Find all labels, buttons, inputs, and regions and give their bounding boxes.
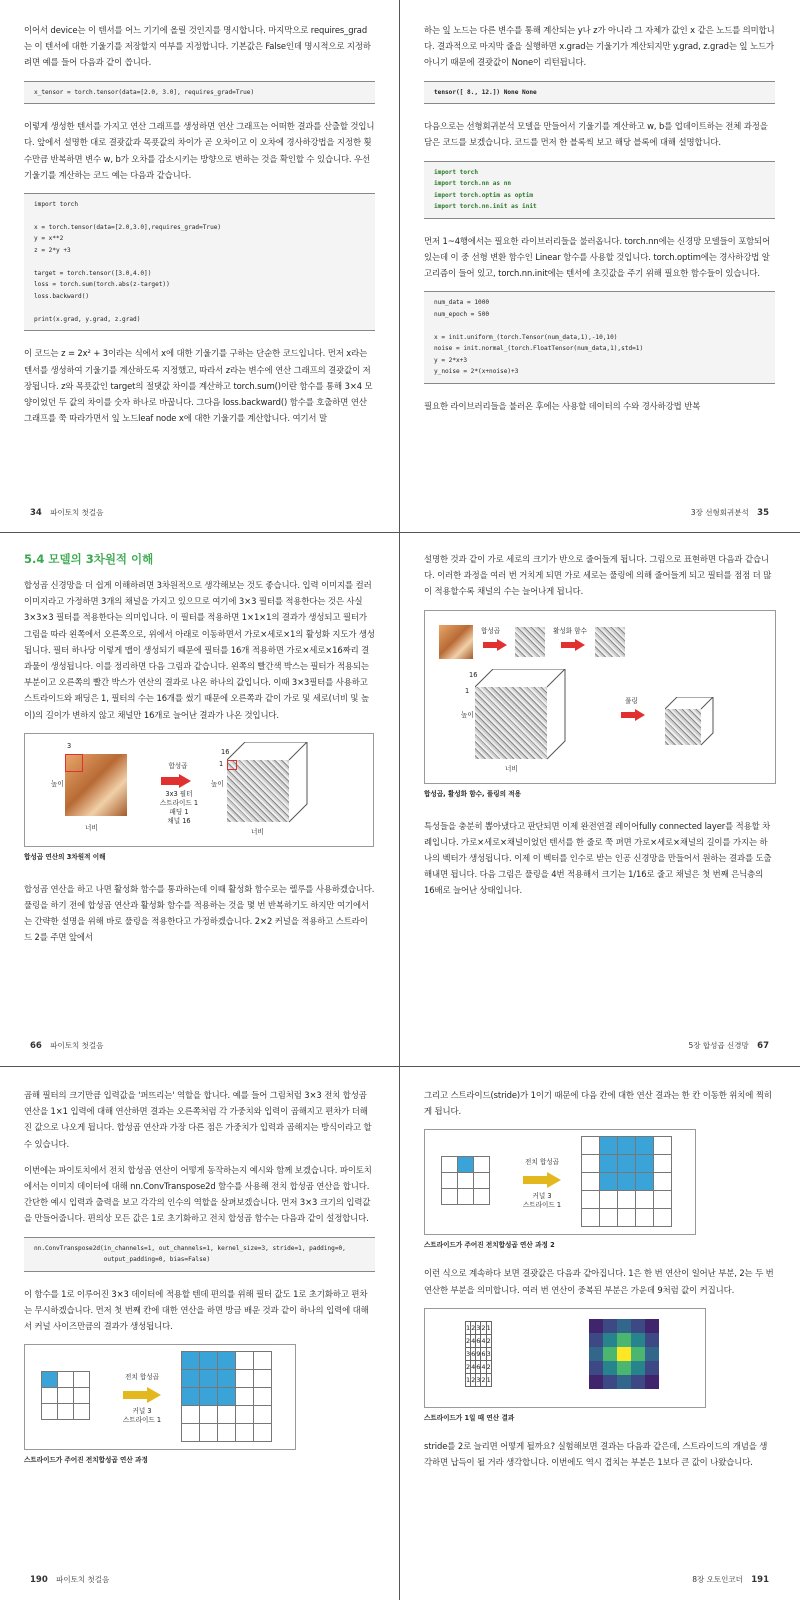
paragraph: 다음으로는 선형회귀분석 모델을 만들어서 기울기를 계산하고 w, b를 업데이트하는 전체 과정을 담은 코드를 보겠습니다. 코드를 먼저 한 블록씩 보고 해당 블록에 대해 설명합니다. [424,121,768,148]
page-number: 67 [757,1041,769,1051]
grid-cell [653,1154,672,1173]
page-190 [0,1067,399,1599]
figure-caption: 스트라이드가 주어진 전치합성곱 연산 과정 [24,1456,148,1465]
grid-cell [253,1387,272,1406]
page-67 [400,533,799,1065]
grid-cell [199,1423,218,1442]
heatmap-cell [589,1333,603,1347]
filter-box [65,754,83,772]
matrix-cell: 3 [486,1347,491,1360]
figure-transposed-conv-2 [424,1129,696,1235]
grid-cell [653,1136,672,1155]
matrix-cell: 1 [486,1373,491,1386]
matrix-cell: 2 [471,1373,476,1386]
grid-cell [217,1423,236,1442]
grid-cell [41,1387,58,1404]
grid-cell [181,1423,200,1442]
input-grid [441,1156,489,1204]
grid-cell [57,1403,74,1420]
code-block: import torch import torch.nn as nn import torch.optim as optim import torch.nn.init as init [424,161,775,219]
grid-cell [473,1156,490,1173]
paragraph: 특성들을 충분히 뽑아냈다고 판단되면 이제 완전연결 레이어fully connected layer를 적용할 차례입니다. 가로×세로×채널이었던 텐서를 한 줄로 쭉 펴면 가로×세로×채널의 길이를 가지는 하나의 벡터가 생성됩니다. 이제 이 벡터를 인수로 받는 인공 신경망을 만들어서 원하는 결과를 도출해내면 됩니다. 다음 그림은 풀링을 4번 적용해서 크기는 1/16로 줄고 채널은 첫 번째 은닉층의 16배로 늘어난 상태입니다. [424,820,772,896]
grid-cell [473,1188,490,1205]
paragraph: 설명한 것과 같이 가로 세로의 크기가 반으로 줄어들게 됩니다. 그림으로 표현하면 다음과 같습니다. 이러한 과정을 여러 번 거치게 되면 가로 세로는 풀링에 의해 줄어들게 되고 필터를 점점 더 많이 적용할수록 채널의 수는 늘어나게 됩니다. [424,554,772,597]
label-activation: 활성화 함수 [553,626,587,635]
heatmap-cell [617,1361,631,1375]
heatmap-cell [631,1347,645,1361]
red-arrow-icon [483,639,507,651]
grid-cell [457,1188,474,1205]
label-height: 높이 [51,779,64,788]
figure-caption: 스트라이드가 주어진 전치합성곱 연산 과정 2 [424,1241,555,1250]
grid-cell [617,1190,636,1209]
heatmap-cell [645,1347,659,1361]
grid-cell [617,1136,636,1155]
label-channels: 16 [221,747,230,756]
grid-cell [599,1208,618,1227]
grid-cell [441,1172,458,1189]
red-arrow-icon [561,639,585,651]
result-heatmap [589,1319,659,1389]
heatmap-cell [603,1319,617,1333]
grid-cell [635,1172,654,1191]
grid-cell [581,1154,600,1173]
heatmap-cell [645,1375,659,1389]
heatmap-cell [603,1333,617,1347]
matrix-cell: 3 [476,1373,481,1386]
grid-cell [41,1371,58,1388]
label-channels: 3 [67,741,72,750]
book-title: 파이토치 첫걸음 [56,1575,110,1584]
grid-cell [653,1190,672,1209]
matrix-cell: 2 [486,1334,491,1347]
page-footer [692,1574,775,1585]
label-conv: 합성곱 [481,626,501,635]
paragraph: 이어서 device는 이 텐서를 어느 기기에 올릴 것인지를 명시합니다. 마지막으로 requires_grad는 이 텐서에 대한 기울기를 저장할지 여부를 지정합니다. 기본값은 False인데 명시적으로 지정하려면 예를 들어 다음과 같이 씁니다. [24,25,371,68]
cube-outline [475,669,585,761]
heatmap-cell [617,1375,631,1389]
heatmap-cell [645,1361,659,1375]
heatmap-cell [617,1319,631,1333]
matrix-cell: 2 [466,1360,471,1373]
grid-cell [653,1172,672,1191]
figure-stride1-result [424,1308,706,1408]
grid-cell [581,1136,600,1155]
matrix-cell: 9 [476,1347,481,1360]
page-number: 34 [30,508,42,518]
grid-cell [235,1423,254,1442]
grid-cell [181,1405,200,1424]
cube-outline [227,742,337,824]
page-footer [689,1040,776,1051]
matrix-cell: 3 [476,1321,481,1334]
page-191 [400,1067,799,1599]
heatmap-cell [603,1375,617,1389]
grid-cell [235,1405,254,1424]
label-width: 너비 [85,823,98,832]
label-kernel-desc: 커널 3 스트라이드 1 [522,1192,562,1210]
figure-3d-convolution [24,733,374,847]
grid-cell [635,1190,654,1209]
heatmap-cell [603,1347,617,1361]
heatmap-cell [589,1347,603,1361]
matrix-cell: 2 [466,1334,471,1347]
paragraph: 곱해 필터의 크기만큼 입력값을 '퍼뜨리는' 역할을 합니다. 예를 들어 그림처럼 3×3 전치 합성곱 연산을 1×1 입력에 대해 연산하면 결과는 오른쪽처럼 각 가중치와 입력이 곱해지고 편차가 더해진 값으로 나오게 됩니다. 합성곱 연산과 가장 다른 점은 가중치가 입력과 곱해지는 방식이라고 할 수 있습니다. [24,1090,372,1149]
grid-cell [253,1423,272,1442]
grid-cell [635,1136,654,1155]
label-filter-desc: 3x3 필터 스트라이드 1 패딩 1 채널 16 [159,789,199,825]
heatmap-cell [631,1319,645,1333]
grid-cell [441,1188,458,1205]
grid-cell [181,1369,200,1388]
grid-cell [235,1369,254,1388]
page-footer [24,1040,103,1051]
grid-cell [635,1208,654,1227]
grid-cell [199,1351,218,1370]
paragraph: 이 함수를 1로 이루어진 3×3 데이터에 적용할 텐데 편의를 위해 필터 값도 1로 초기화하고 편차는 무시하겠습니다. 먼저 첫 번째 칸에 대한 연산을 하면 방금 배운 것과 같이 하나의 입력에 대해서 커널 사이즈만큼의 결과가 생성됩니다. [24,1288,369,1332]
page-35 [400,0,799,532]
paragraph: 이번에는 파이토치에서 전치 합성곱 연산이 어떻게 동작하는지 예시와 함께 보겠습니다. 파이토치에서는 이미지 데이터에 대해 nn.ConvTranspose2d 함수를 사용해 전치 합성곱 연산을 합니다. 간단한 예시 입력과 출력을 보고 각각의 인수의 역할을 살펴보겠습니다. 먼저 3×3 크기의 입력값을 만들어줍니다. 편의상 모든 값은 1로 초기화하고 전치 합성곱 함수는 다음과 같이 설정합니다. [24,1164,372,1224]
figure-caption: 합성곱 연산의 3차원적 이해 [24,852,106,861]
grid-cell [181,1351,200,1370]
grid-cell [253,1369,272,1388]
page-number: 191 [751,1575,769,1585]
grid-cell [235,1351,254,1370]
yellow-arrow-icon [123,1387,161,1403]
yellow-arrow-icon [523,1172,561,1188]
grid-cell [41,1403,58,1420]
grid-cell [217,1405,236,1424]
grid-cell [441,1156,458,1173]
grid-cell [57,1387,74,1404]
label-height: 높이 [211,779,224,788]
input-grid [41,1371,89,1419]
page-footer [24,1574,109,1585]
red-arrow-icon [621,709,645,721]
book-title: 파이토치 첫걸음 [50,1041,104,1050]
output-grid [581,1136,671,1226]
heatmap-cell [589,1361,603,1375]
result-box [227,760,237,770]
heatmap-cell [603,1361,617,1375]
grid-cell [73,1387,90,1404]
chapter-title: 3장 선형회귀분석 [690,508,749,517]
matrix-cell: 6 [476,1360,481,1373]
label-width: 너비 [251,827,264,836]
label-operation: 전치 합성곱 [125,1373,159,1382]
grid-cell [217,1369,236,1388]
matrix-cell: 6 [471,1347,476,1360]
label-width: 너비 [505,764,518,773]
grid-cell [217,1351,236,1370]
grid-cell [473,1172,490,1189]
label-one: 1 [219,759,224,768]
label-channels: 16 [469,670,478,679]
label-pool: 풀링 [625,696,638,705]
grid-cell [599,1172,618,1191]
matrix-cell: 2 [481,1373,486,1386]
heatmap-cell [617,1347,631,1361]
matrix-cell: 4 [471,1360,476,1373]
page-number: 66 [30,1041,42,1051]
label-kernel-desc: 커널 3 스트라이드 1 [122,1407,162,1425]
section-heading: 5.4 모델의 3차원적 이해 [24,552,154,566]
cat-photo [439,625,473,659]
grid-cell [199,1369,218,1388]
grid-cell [653,1208,672,1227]
grid-cell [457,1172,474,1189]
matrix-cell: 2 [486,1360,491,1373]
page-footer [24,507,103,518]
page-66 [0,533,399,1065]
matrix-cell: 1 [486,1321,491,1334]
matrix-cell: 3 [466,1347,471,1360]
grid-cell [199,1387,218,1406]
matrix-cell: 6 [476,1334,481,1347]
paragraph: 먼저 1~4행에서는 필요한 라이브러리들을 불러옵니다. torch.nn에는 신경망 모델들이 포함되어 있는데 이 중 선형 변환 함수인 Linear 함수를 사용할 것입니다. torch.optim에는 경사하강법 알고리즘이 들어 있고, torch.nn.init에는 텐서에 초깃값을 주기 위해 필요한 함수들이 있습니다. [424,235,771,278]
grid-cell [599,1136,618,1155]
paragraph: 하는 잎 노드는 다른 변수를 통해 계산되는 y나 z가 아니라 그 자체가 값인 x 같은 노드를 의미합니다. 결과적으로 마지막 줄을 실행하면 x.grad는 기울기가 계산되지만 y.grad, z.grad는 잎 노드가 아니기 때문에 결괏값이 None이 리턴됩니다. [424,25,775,68]
paragraph: 합성곱 연산을 하고 나면 활성화 함수를 통과하는데 이때 활성화 함수로는 렐루를 사용하겠습니다. 풀링을 하기 전에 합성곱 연산과 활성화 함수를 적용하는 것을 몇 번 반복하기도 하지만 여기에서는 간략한 설명을 위해 바로 풀링을 적용한다고 가정하겠습니다. 2×2 커널을 적용하고 스트라이드 2를 주면 앞에서 [24,883,375,943]
code-block: num_data = 1000 num_epoch = 500 x = init.uniform_(torch.Tensor(num_data,1),-10,10) noise = init.normal_(torch.FloatTensor(num_data,1),std=1) y = 2*x+3 y_noise = 2*(x+noise)+3 [424,291,775,384]
code-block: nn.ConvTranspose2d(in_channels=1, out_channels=1, kernel_size=3, stride=1, padding=0, output_padding=0, bias=False) [24,1237,375,1272]
matrix-cell: 2 [471,1321,476,1334]
matrix-table [465,1321,492,1387]
grid-cell [617,1208,636,1227]
grid-cell [57,1371,74,1388]
heatmap-cell [589,1319,603,1333]
grid-cell [199,1405,218,1424]
figure-conv-act-pool [424,610,776,784]
heatmap-cell [631,1361,645,1375]
matrix-cell: 2 [481,1321,486,1334]
code-output: tensor([ 8., 12.]) None None [424,81,775,105]
grid-cell [73,1403,90,1420]
matrix-cell: 4 [481,1360,486,1373]
grid-cell [599,1154,618,1173]
matrix-cell: 1 [466,1321,471,1334]
grid-cell [181,1387,200,1406]
matrix-cell: 4 [471,1334,476,1347]
heatmap-cell [589,1375,603,1389]
red-arrow-icon [161,774,191,788]
grid-cell [617,1154,636,1173]
page-number: 35 [757,508,769,518]
grid-cell [581,1190,600,1209]
grid-cell [253,1351,272,1370]
heatmap-cell [645,1333,659,1347]
code-block: import torch x = torch.tensor(data=[2.0,3.0],requires_grad=True) y = x**2 z = 2*y +3 target = torch.tensor([3.0,4.0]) loss = torch.sum(torch.abs(z-target)) loss.backward() print(x.grad, y.grad, z.grad) [24,193,375,332]
output-grid [181,1351,271,1441]
grid-cell [581,1172,600,1191]
heatmap-cell [631,1333,645,1347]
page-footer [691,507,775,518]
label-operation: 합성곱 [168,761,188,770]
chapter-title: 8장 오토인코더 [692,1575,743,1584]
paragraph: 이 코드는 z = 2x² + 3이라는 식에서 x에 대한 기울기를 구하는 단순한 코드입니다. 먼저 x라는 텐서를 생성하여 기울기를 계산하도록 지정했고, 따라서 z라는 변수에 연산 그래프의 결괏값이 저장됩니다. z와 목푯값인 target의 절댓값 차이를 계산하고 torch.sum()이란 함수를 통해 3×4 모양이었던 두 값의 차이를 숫자 하나로 바꿉니다. 그다음 loss.backward() 함수를 호출하면 연산 그래프를 쭉 따라가면서 잎 노드leaf node x에 대한 기울기를 계산합니다. 여기서 말 [24,348,373,424]
paragraph: 이렇게 생성한 텐서를 가지고 연산 그래프를 생성하면 연산 그래프는 어떠한 결과를 산출할 것입니다. 앞에서 설명한 대로 결괏값과 목푯값의 차이가 곧 오차이고 이 오차에 경사하강법을 지정한 횟수만큼 반복하면 변수 w, b가 오차를 감소시키는 방향으로 변하는 것을 확인할 수 있습니다. 우선 기울기를 계산하는 코드 예는 다음과 같습니다. [24,121,375,180]
grid-cell [217,1387,236,1406]
grid-cell [73,1371,90,1388]
figure-transposed-conv-1 [24,1344,296,1450]
label-operation: 전치 합성곱 [525,1158,559,1167]
label-one: 1 [465,686,470,695]
code-block: x_tensor = torch.tensor(data=[2.0, 3.0], requires_grad=True) [24,81,375,105]
feature-map [515,627,545,657]
paragraph: 이런 식으로 계속하다 보면 결괏값은 다음과 같아집니다. 1은 한 번 연산이 일어난 부분, 2는 두 번 연산한 부분을 의미합니다. 여러 번 연산이 중복된 부분은 가운데 9처럼 값이 커집니다. [424,1268,774,1295]
figure-caption: 합성곱, 활성화 함수, 풀링의 적용 [424,789,521,798]
grid-cell [457,1156,474,1173]
grid-cell [235,1387,254,1406]
grid-cell [617,1172,636,1191]
paragraph: 필요한 라이브러리들을 불러온 후에는 사용할 데이터의 수와 경사하강법 반복 [424,400,701,411]
activation-map [595,627,625,657]
grid-cell [635,1154,654,1173]
grid-cell [599,1190,618,1209]
matrix-cell: 6 [481,1347,486,1360]
heatmap-cell [645,1319,659,1333]
paragraph: stride를 2로 늘리면 어떻게 될까요? 실험해보면 결과는 다음과 같은데, 스트라이드의 개념을 생각하면 납득이 될 거라 생각합니다. 이번에도 역시 겹치는 부분은 1보다 큰 값이 나왔습니다. [424,1440,768,1468]
grid-cell [581,1208,600,1227]
paragraph: 그리고 스트라이드(stride)가 1이기 때문에 다음 칸에 대한 연산 결과는 한 칸 이동한 위치에 찍히게 됩니다. [424,1090,772,1117]
heatmap-cell [631,1375,645,1389]
label-height: 높이 [461,710,474,719]
matrix-cell: 1 [466,1373,471,1386]
chapter-title: 5장 합성곱 신경망 [688,1041,749,1050]
page-number: 190 [30,1575,48,1585]
matrix-cell: 4 [481,1334,486,1347]
paragraph: 합성곱 신경망을 더 쉽게 이해하려면 3차원적으로 생각해보는 것도 좋습니다. 입력 이미지를 컬러 이미지라고 가정하면 3개의 채널을 가지고 있으므로 여기에 3×3 필터를 적용한다는 것은 사실 3×3×3 필터를 적용한다는 의미입니다. 이 필터를 적용하면 1×1×1의 결과가 생성되고 필터가 그림을 따라 왼쪽에서 오른쪽으로, 위에서 아래로 이동하면서 가로×세로×1의 활성화 지도가 생성 됩니다. 필터 하나당 이렇게 맵이 생성되기 때문에 필터를 16개 적용하면 가로×세로×16짜리 결과물이 생성됩니다. 이를 정리하면 다음 그림과 같습니다. 왼쪽의 빨간색 박스는 필터가 적용되는 부분이고 오른쪽의 빨간 박스가 연산의 결과로 나온 하나의 값입니다. 이때 3×3필터를 사용하고 스트라이드와 패딩은 1, 필터의 수는 16개를 썼기 때문에 오른쪽과 같이 가로 및 세로(너비 및 높이)의 길이가 변하지 않고 채널만 16개로 늘어난 결과가 나온 것입니다. [24,580,375,720]
grid-cell [253,1405,272,1424]
figure-caption: 스트라이드가 1일 때 연산 결과 [424,1413,515,1422]
page-34 [0,0,399,532]
cube-outline [665,697,725,747]
book-title: 파이토치 첫걸음 [50,508,104,517]
heatmap-cell [617,1333,631,1347]
